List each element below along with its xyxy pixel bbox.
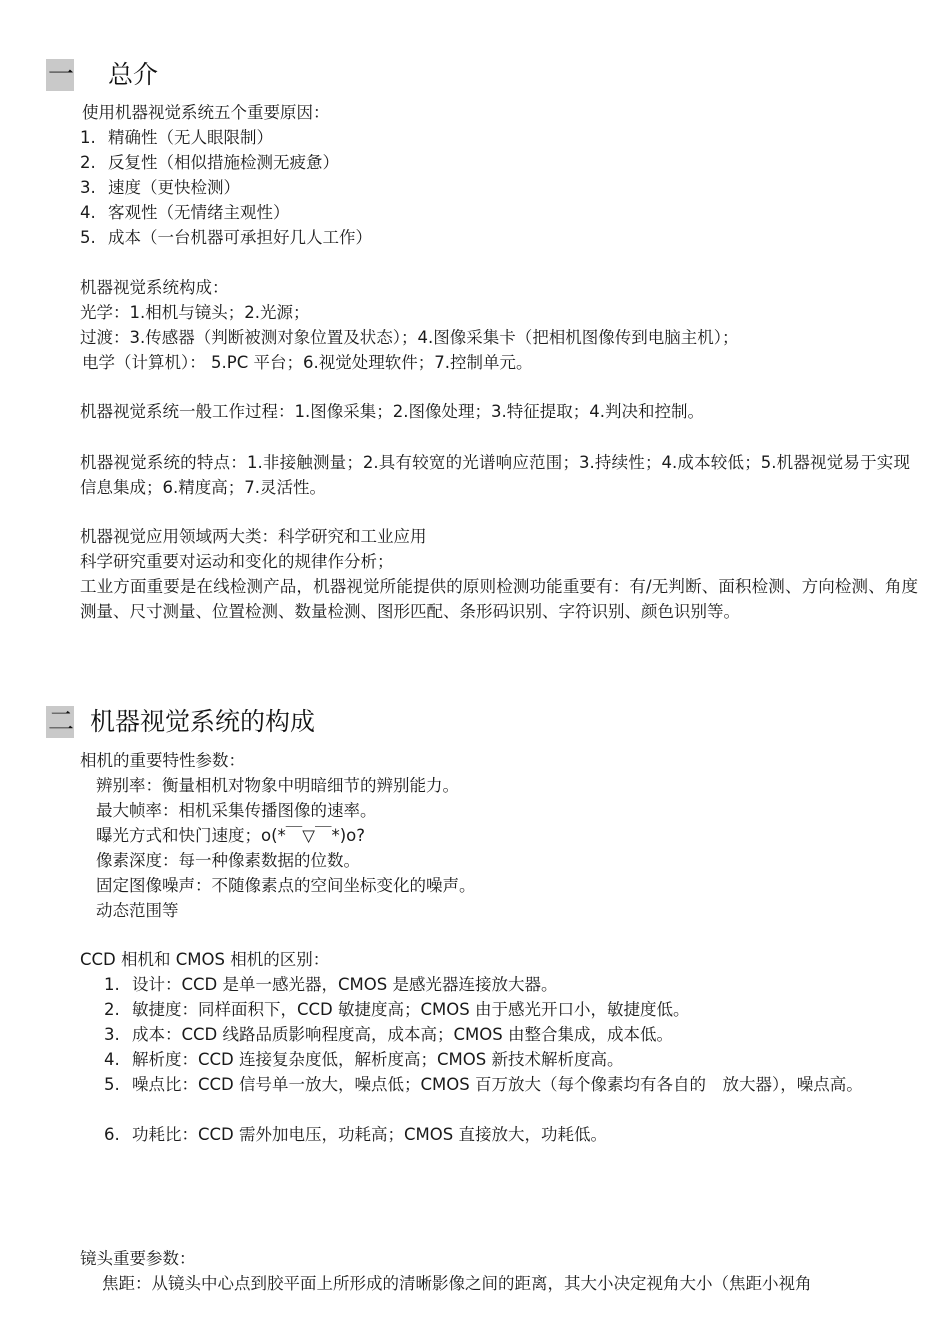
camera-param: 固定图像噪声：不随像素点的空间坐标变化的噪声。: [96, 876, 476, 895]
camera-param: 辨别率：衡量相机对物象中明暗细节的辨别能力。: [96, 776, 459, 795]
list-item: 2. 敏捷度：同样面积下，CCD 敏捷度高；CMOS 由于感光开口小，敏捷度低。: [104, 1000, 690, 1019]
section-2-number: 二: [48, 707, 75, 737]
lens-params-title: 镜头重要参数：: [80, 1249, 196, 1268]
list-item: 4. 解析度：CCD 连接复杂度低，解析度高；CMOS 新技术解析度高。: [104, 1050, 624, 1069]
list-item: 1. 精确性（无人眼限制）: [80, 128, 273, 147]
composition-line: 过渡：3.传感器（判断被测对象位置及状态）；4.图像采集卡（把相机图像传到电脑主机）；: [80, 328, 739, 347]
section-1-number: 一: [48, 60, 75, 90]
section-2-title: 机器视觉系统的构成: [90, 707, 316, 736]
list-item: 3. 成本：CCD 线路品质影响程度高，成本高；CMOS 由整合集成，成本低。: [104, 1025, 673, 1044]
composition-title: 机器视觉系统构成：: [80, 278, 229, 297]
list-item: 5. 噪点比：CCD 信号单一放大，噪点低；CMOS 百万放大（每个像素均有各自的 放大器），噪点高。: [104, 1075, 863, 1094]
lens-focal-length: 焦距：从镜头中心点到胶平面上所形成的清晰影像之间的距离，其大小决定视角大小（焦距小视角: [102, 1274, 812, 1293]
ccd-cmos-title: CCD 相机和 CMOS 相机的区别：: [80, 950, 330, 969]
composition-line: 光学：1.相机与镜头；2.光源；: [80, 303, 310, 322]
camera-param: 像素深度：每一种像素数据的位数。: [96, 851, 360, 870]
section-2-heading: [46, 706, 315, 738]
workflow-paragraph: 机器视觉系统一般工作过程：1.图像采集；2.图像处理；3.特征提取；4.判决和控制。: [80, 402, 704, 421]
list-item: 5. 成本（一台机器可承担好几人工作）: [80, 228, 372, 247]
camera-param: 动态范围等: [96, 901, 179, 920]
list-item: 1. 设计：CCD 是单一感光器，CMOS 是感光器连接放大器。: [104, 975, 558, 994]
section-1-title: 总介: [108, 60, 159, 89]
list-item: 6. 功耗比：CCD 需外加电压，功耗高；CMOS 直接放大，功耗低。: [104, 1125, 607, 1144]
applications-line: 机器视觉应用领域两大类：科学研究和工业应用: [80, 527, 427, 546]
camera-param: 曝光方式和快门速度；o(*￣▽￣*)o?: [96, 826, 366, 845]
applications-paragraph: 工业方面重要是在线检测产品，机器视觉所能提供的原则检测功能重要有：有/无判断、面积检测、方向检测、角度测量、尺寸测量、位置检测、数量检测、图形匹配、条形码识别、字符识别、颜色识别等。: [80, 577, 918, 621]
list-item: 4. 客观性（无情绪主观性）: [80, 203, 290, 222]
camera-params-title: 相机的重要特性参数：: [80, 751, 245, 770]
composition-line: 电学（计算机）： 5.PC 平台；6.视觉处理软件；7.控制单元。: [82, 353, 533, 372]
features-paragraph: 机器视觉系统的特点：1.非接触测量；2.具有较宽的光谱响应范围；3.持续性；4.成本较低；5.机器视觉易于实现信息集成；6.精度高；7.灵活性。: [80, 453, 910, 497]
list-item: 3. 速度（更快检测）: [80, 178, 240, 197]
list-item: 2. 反复性（相似措施检测无疲惫）: [80, 153, 339, 172]
camera-param: 最大帧率：相机采集传播图像的速率。: [96, 801, 377, 820]
applications-line: 科学研究重要对运动和变化的规律作分析；: [80, 552, 394, 571]
section-1-heading: [46, 59, 158, 91]
reasons-intro: 使用机器视觉系统五个重要原因：: [82, 103, 330, 122]
